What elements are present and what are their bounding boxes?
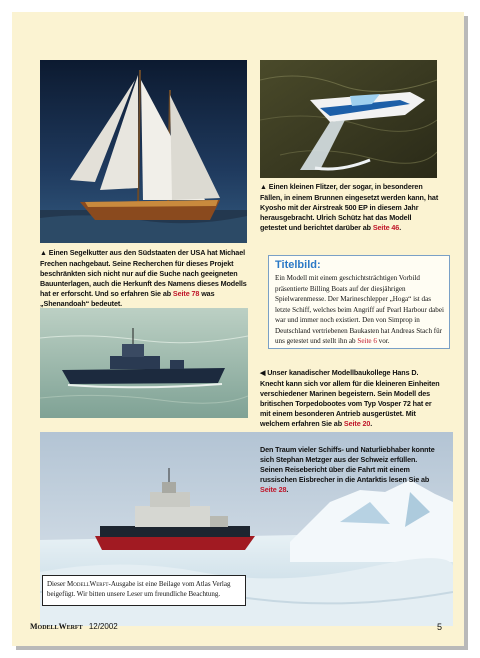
caption-text: Unser kanadischer Modellbaukollege Hans D. Knecht kann sich vor allem für die kleineren Einheiten verschiedener Marinen begeistern. Sein Modell des britischen Torpedobootes vom Typ Vosper 72 hat er mit einem besonderen Antrieb ausgerüstet. Mit welchem erfahren Sie ab [260, 368, 440, 428]
triangle-left-icon: ◀ [260, 370, 266, 377]
torpedo-caption [260, 368, 442, 429]
sailboat-photo [40, 60, 247, 243]
magazine-name-part2: Werft [58, 622, 83, 631]
caption-text-end: . [286, 485, 289, 494]
page-number: 5 [436, 622, 442, 632]
triangle-up-icon: ▲ [40, 250, 47, 257]
caption-text-end: was „Shenandoah“ bedeutet. [40, 289, 215, 308]
titelbild-body: Ein Modell mit einem geschichtsträchtigen Vorbild präsentierte Billing Boats auf der diesjährigen Spielwarenmesse. Der Marineschlepper „Hoga“ ist das letzte Schiff, welches beim Angriff auf Pearl Harbour dabei war und immer noch existiert. Den von Simprop in Deutschland vertriebenen Baukasten hat Andreas Stach für uns getestet und stellt ihn ab [275, 274, 444, 345]
page-reference[interactable]: Seite 28 [260, 485, 287, 494]
magazine-name-part1: Modell [30, 622, 59, 631]
caption-text: Einen Segelkutter aus den Südstaaten der USA hat Michael Frechen nachgebaut. Seine Recherchen für dieses Projekt beschränkten sich nicht nur auf die Suche nach geeigneten Bauunterlagen, auch die Herkunft des Namens dieses Modells hat er erforscht. Und so erfahren Sie ab [40, 248, 247, 298]
caption-text: Den Traum vieler Schiffs- und Naturliebhaber konnte sich Stephan Metzger aus der Schweiz erfüllen. Seinen Reisebericht über die Fahrt mit einem russischen Eisbrecher in die Antarktis lesen Sie ab [260, 445, 435, 484]
supplement-note [42, 575, 246, 606]
note-brand: ModellWerft [67, 580, 109, 588]
caption-text-end: . [399, 223, 402, 232]
triangle-up-icon: ▲ [260, 184, 267, 191]
titelbild-body-end: vor. [376, 337, 390, 345]
sailboat-caption [40, 248, 248, 309]
note-prefix: Dieser [47, 580, 68, 588]
page-footer [30, 622, 442, 631]
caption-text-end: . [370, 419, 373, 428]
magazine-page [12, 12, 464, 646]
torpedo-boat-photo [40, 308, 248, 418]
caption-text: Einen kleinen Flitzer, der sogar, in besonderen Fällen, in einem Brunnen eingesetzt werden kann, hat Kyosho mit der Airstreak 500 EP in diesem Jahr herausgebracht. Ulrich Schütz hat das Modell getestet und berichtet darüber ab [260, 182, 439, 232]
magazine-name [30, 622, 83, 631]
note-text: -Ausgabe ist eine Beilage vom Atlas Verlag beigefügt. Wir bitten unsere Leser um freundliche Beachtung. [47, 580, 231, 598]
page-reference[interactable]: Seite 20 [343, 419, 371, 428]
icebreaker-caption [260, 445, 442, 495]
speedboat-caption [260, 182, 440, 233]
page-reference[interactable]: Seite 46 [372, 223, 400, 232]
page-reference[interactable]: Seite 78 [172, 289, 200, 298]
titelbild-box [268, 255, 450, 349]
speedboat-photo [260, 60, 437, 178]
titelbild-text [275, 273, 445, 347]
titelbild-heading: Titelbild: [275, 259, 321, 271]
page-reference[interactable]: Seite 6 [357, 337, 377, 345]
issue-number: 12/2002 [88, 622, 118, 631]
